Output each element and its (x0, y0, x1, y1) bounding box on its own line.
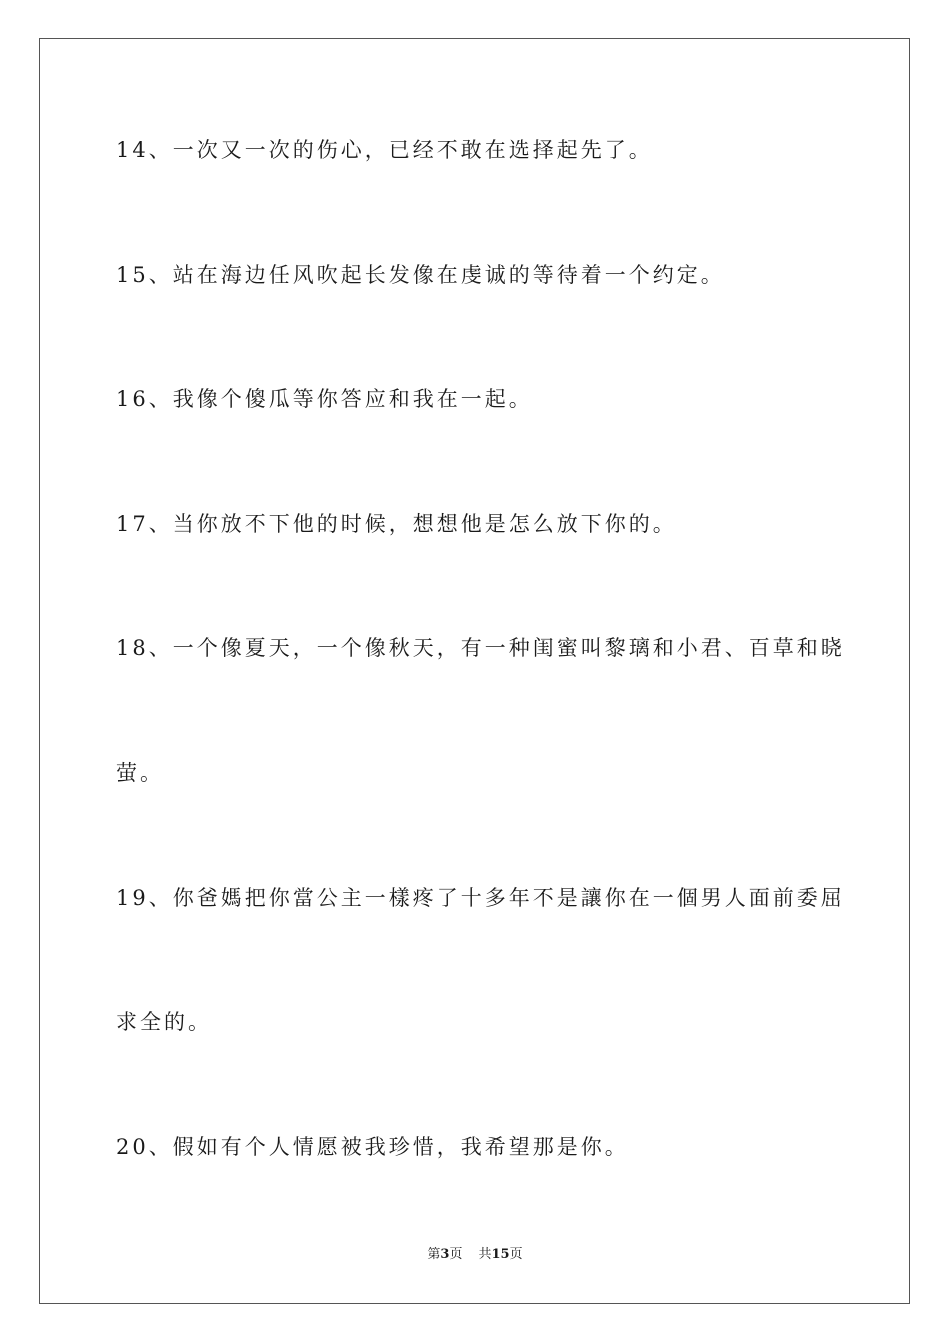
page-border (39, 38, 910, 1304)
text-line-17: 17、当你放不下他的时候，想想他是怎么放下你的。 (116, 512, 677, 536)
text-line-18-continued: 萤。 (116, 761, 164, 785)
text-line-20: 20、假如有个人情愿被我珍惜，我希望那是你。 (116, 1135, 629, 1159)
page-footer (0, 1246, 950, 1264)
footer-total-suffix: 页 (509, 1247, 523, 1262)
footer-page-suffix: 页 (449, 1247, 463, 1262)
text-line-19-continued: 求全的。 (116, 1010, 212, 1034)
text-line-18: 18、一个像夏天，一个像秋天，有一种闺蜜叫黎璃和小君、百草和晓 (116, 636, 845, 660)
footer-total-pages: 15 (491, 1247, 510, 1262)
text-line-14: 14、一次又一次的伤心，已经不敢在选择起先了。 (116, 138, 653, 162)
footer-total-prefix: 共 (478, 1247, 492, 1262)
text-line-15: 15、站在海边任风吹起长发像在虔诚的等待着一个约定。 (116, 263, 725, 287)
text-line-19: 19、你爸媽把你當公主一樣疼了十多年不是讓你在一個男人面前委屈 (116, 886, 845, 910)
text-line-16: 16、我像个傻瓜等你答应和我在一起。 (116, 387, 533, 411)
footer-page-number: 3 (440, 1247, 450, 1262)
footer-page-prefix: 第 (427, 1247, 441, 1262)
